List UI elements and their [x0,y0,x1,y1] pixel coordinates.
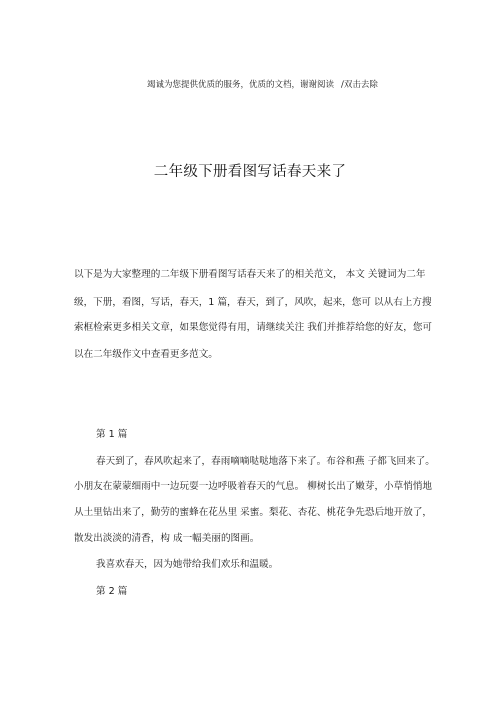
body-line: 春天到了，春风吹起来了，春雨嘀嘀哒哒地落下来了。布谷和燕 子都飞回来了。 [96,456,435,467]
intro-line: 级，下册，看图，写话，春天，1 篇，春天，到了，风吹，起来，您可 以从右上方搜 [74,297,432,308]
header-note-text: 竭诚为您提供优质的服务，优质的文档，谢谢阅读 [147,80,335,90]
body-line: 散发出淡淡的清香，构 成一幅美丽的图画。 [74,533,260,544]
intro-line: 以在二年级作文中查看更多范文。 [74,349,218,360]
section-heading: 第 2 篇 [96,586,128,597]
page-title: 二年级下册看图写话春天来了 [153,164,347,180]
header-note [0,77,500,93]
intro-line: 以下是为大家整理的二年级下册看图写话春天来了的相关范文， 本文 关键词为二年 [74,269,426,280]
body-line: 小朋友在蒙蒙细雨中一边玩耍一边呼吸着春天的气息。 柳树长出了嫩芽，小草悄悄地 [74,481,433,492]
intro-line: 索框检索更多相关文章，如果您觉得有用，请继续关注 我们并推荐给您的好友，您可 [74,322,433,333]
remove-note-link[interactable]: /双击去除 [341,80,378,90]
section-heading: 第 1 篇 [96,429,128,440]
body-line: 从土里钻出来了，勤劳的蜜蜂在花丛里 采蜜。梨花、杏花、桃花争先恐后地开放了， [74,507,433,518]
body-line: 我喜欢春天，因为她带给我们欢乐和温暖。 [96,559,279,570]
